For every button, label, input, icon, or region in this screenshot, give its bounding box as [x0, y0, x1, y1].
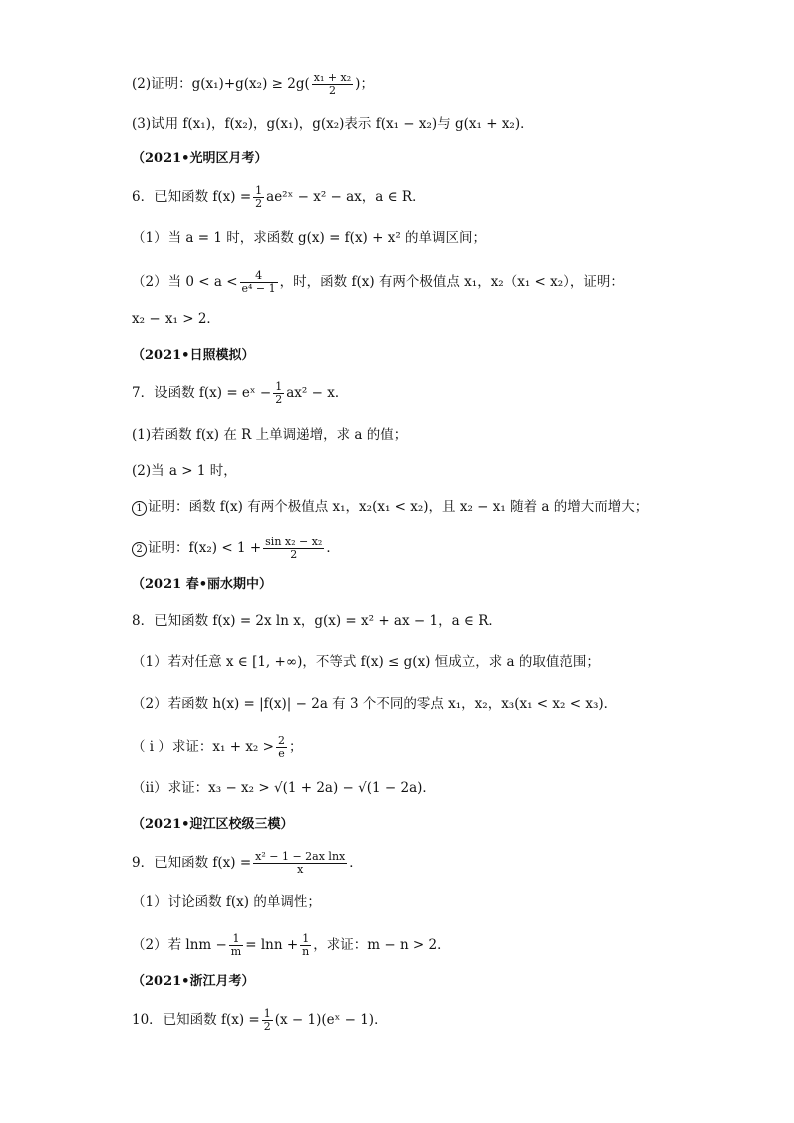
q7-sub2: 2 证明：f(x₂) < 1 + $\frac{\text{sin x₂ − x₂}}{2}$ ． — [132, 536, 340, 561]
q8-sub-i: （ i ）求证：x₁ + x₂ > $\frac{2}{e}$ ； — [132, 734, 303, 760]
q7-sub1: 1 证明：函数 f(x) 有两个极值点 x₁，x₂(x₁ < x₂)，且 x₂ − x₁ 随着 a 的增大而增大； — [132, 497, 648, 517]
fraction: $\frac{\text{x₁ + x₂}}{2}$ — [313, 71, 352, 97]
circled-number-1: 1 — [132, 501, 147, 516]
q7-part2: (2)当 a > 1 时， — [132, 463, 237, 479]
q7-head: 7．设函数 f(x) = eˣ − $\frac{1}{2}$ ax² − x． — [132, 380, 349, 406]
q7-part1: (1)若函数 f(x) 在 R 上单调递增，求 a 的值； — [132, 427, 408, 443]
fraction: $\frac{1}{n}$ — [302, 932, 310, 958]
q8-head: 8．已知函数 f(x) = 2x ln x，g(x) = x² + ax − 1，a ∈ R． — [132, 613, 502, 629]
fraction: $\frac{4}{\text{e⁴ − 1}}$ — [241, 269, 276, 295]
q5-part2: (2)证明：g(x₁)+g(x₂) ≥ 2g( $\frac{\text{x₁ + x₂}}{2}$ )； — [132, 71, 374, 97]
q6-part2: （2）当 0 < a < $\frac{4}{\text{e⁴ − 1}}$ ，时，函数 f(x) 有两个极值点 x₁，x₂（x₁ < x₂），证明： — [132, 269, 624, 295]
source-q9: （2021•迎江区校级三模） — [132, 817, 294, 832]
q6-head: 6．已知函数 f(x) = $\frac{1}{2}$ ae²ˣ − x² − ax，a ∈ R． — [132, 184, 426, 210]
q6-part1: （1）当 a = 1 时，求函数 g(x) = f(x) + x² 的单调区间； — [132, 230, 487, 246]
circled-number-2: 2 — [132, 542, 147, 557]
source-q7: （2021•日照模拟） — [132, 348, 255, 363]
fraction: $\frac{\text{sin x₂ − x₂}}{2}$ — [265, 535, 323, 561]
fraction: $\frac{1}{m}$ — [230, 932, 242, 958]
source-q8: （2021 春•丽水期中） — [132, 577, 273, 592]
q9-part2: （2）若 lnm − $\frac{1}{m}$ = lnn + $\frac{1}{n}$ ，求证：m − n > 2． — [132, 932, 451, 958]
source-q10: （2021•浙江月考） — [132, 974, 255, 989]
fraction: $\frac{1}{2}$ — [255, 184, 263, 210]
fraction: $\frac{1}{2}$ — [263, 1007, 271, 1033]
source-q6: （2021•光明区月考） — [132, 151, 268, 166]
q8-part1: （1）若对任意 x ∈ [1, +∞)，不等式 f(x) ≤ g(x) 恒成立，求 a 的取值范围； — [132, 654, 600, 670]
q5-part3: (3)试用 f(x₁)，f(x₂)，g(x₁)，g(x₂)表示 f(x₁ − x₂)与 g(x₁ + x₂)． — [132, 116, 534, 132]
fraction: $\frac{1}{2}$ — [275, 380, 283, 406]
q6-part2-cont: x₂ − x₁ > 2． — [132, 311, 220, 327]
q8-part2: （2）若函数 h(x) = |f(x)| − 2a 有 3 个不同的零点 x₁，x₂，x₃(x₁ < x₂ < x₃)． — [132, 696, 618, 712]
q9-part1: （1）讨论函数 f(x) 的单调性； — [132, 894, 321, 910]
q10-head: 10．已知函数 f(x) = $\frac{1}{2}$ (x − 1)(eˣ − 1)． — [132, 1007, 388, 1033]
fraction: $\frac{\text{x² − 1 − 2ax lnx}}{x}$ — [255, 850, 346, 876]
fraction: $\frac{2}{e}$ — [277, 734, 285, 760]
q9-head: 9．已知函数 f(x) = $\frac{\text{x² − 1 − 2ax lnx}}{x}$ ． — [132, 850, 363, 876]
q8-sub-ii: （ii）求证：x₃ − x₂ > √(1 + 2a) − √(1 − 2a)． — [132, 780, 436, 796]
